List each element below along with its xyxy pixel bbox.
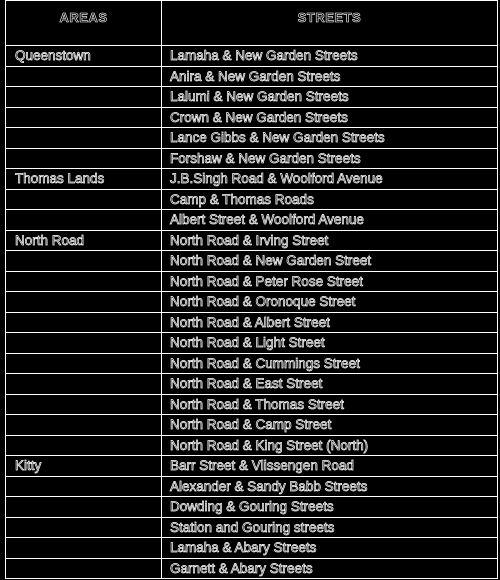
table-row <box>5 333 498 354</box>
area-cell <box>5 497 162 517</box>
street-cell: North Road & King Street (North) <box>162 436 498 456</box>
street-cell: Lance Gibbs & New Garden Streets <box>162 128 498 148</box>
street-cell: North Road & Oronoque Street <box>162 292 498 312</box>
street-cell: Lamaha & New Garden Streets <box>162 46 498 66</box>
table-row <box>5 67 498 88</box>
street-cell: Dowding & Gouring Streets <box>162 497 498 517</box>
table-header <box>5 0 498 46</box>
street-cell: North Road & Camp Street <box>162 415 498 435</box>
area-cell <box>5 108 162 128</box>
table-row <box>5 518 498 539</box>
area-cell <box>5 128 162 148</box>
table-row <box>5 538 498 559</box>
area-cell <box>5 190 162 210</box>
street-cell: Anira & New Garden Streets <box>162 67 498 87</box>
street-cell: Lalumi & New Garden Streets <box>162 87 498 107</box>
table-row <box>5 477 498 498</box>
table-row <box>5 374 498 395</box>
table-row <box>5 436 498 457</box>
table-row <box>5 559 498 580</box>
area-cell <box>5 251 162 271</box>
area-cell <box>5 477 162 497</box>
table-row <box>5 415 498 436</box>
street-cell: North Road & Irving Street <box>162 231 498 251</box>
area-cell <box>5 67 162 87</box>
table-row <box>5 456 498 477</box>
street-cell: Albert Street & Woolford Avenue <box>162 210 498 230</box>
area-cell <box>5 559 162 579</box>
table-row <box>5 108 498 129</box>
street-cell: Crown & New Garden Streets <box>162 108 498 128</box>
street-cell: Lamaha & Abary Streets <box>162 538 498 558</box>
area-cell: North Road <box>5 231 162 251</box>
table-row <box>5 87 498 108</box>
area-cell <box>5 518 162 538</box>
area-cell <box>5 538 162 558</box>
street-cell: Garnett & Abary Streets <box>162 559 498 579</box>
table-row <box>5 272 498 293</box>
street-cell: Barr Street & Vlissengen Road <box>162 456 498 476</box>
area-cell: Thomas Lands <box>5 169 162 189</box>
table-row <box>5 497 498 518</box>
table-row <box>5 169 498 190</box>
table-row <box>5 210 498 231</box>
area-cell <box>5 210 162 230</box>
street-cell: Alexander & Sandy Babb Streets <box>162 477 498 497</box>
street-cell: North Road & Peter Rose Street <box>162 272 498 292</box>
areas-column-header: AREAS <box>5 1 162 45</box>
table-row <box>5 128 498 149</box>
street-cell: North Road & Light Street <box>162 333 498 353</box>
table-row <box>5 395 498 416</box>
area-cell <box>5 436 162 456</box>
street-cell: North Road & East Street <box>162 374 498 394</box>
street-cell: North Road & Cummings Street <box>162 354 498 374</box>
street-cell: Camp & Thomas Roads <box>162 190 498 210</box>
area-cell <box>5 415 162 435</box>
area-cell: Kitty <box>5 456 162 476</box>
table-row <box>5 292 498 313</box>
street-cell: J.B.Singh Road & Woolford Avenue <box>162 169 498 189</box>
street-cell: North Road & New Garden Street <box>162 251 498 271</box>
street-cell: North Road & Thomas Street <box>162 395 498 415</box>
area-cell <box>5 333 162 353</box>
area-cell <box>5 395 162 415</box>
street-cell: Forshaw & New Garden Streets <box>162 149 498 169</box>
table-row <box>5 313 498 334</box>
table-body <box>5 46 498 579</box>
area-cell <box>5 149 162 169</box>
area-cell <box>5 354 162 374</box>
table-row <box>5 190 498 211</box>
area-cell: Queenstown <box>5 46 162 66</box>
table-row <box>5 354 498 375</box>
table-row <box>5 46 498 67</box>
area-cell <box>5 313 162 333</box>
streets-column-header: STREETS <box>162 1 498 45</box>
area-cell <box>5 272 162 292</box>
street-cell: Station and Gouring streets <box>162 518 498 538</box>
streets-table <box>5 0 498 580</box>
table-row <box>5 231 498 252</box>
table-row <box>5 149 498 170</box>
table-row <box>5 251 498 272</box>
area-cell <box>5 374 162 394</box>
street-cell: North Road & Albert Street <box>162 313 498 333</box>
area-cell <box>5 292 162 312</box>
area-cell <box>5 87 162 107</box>
